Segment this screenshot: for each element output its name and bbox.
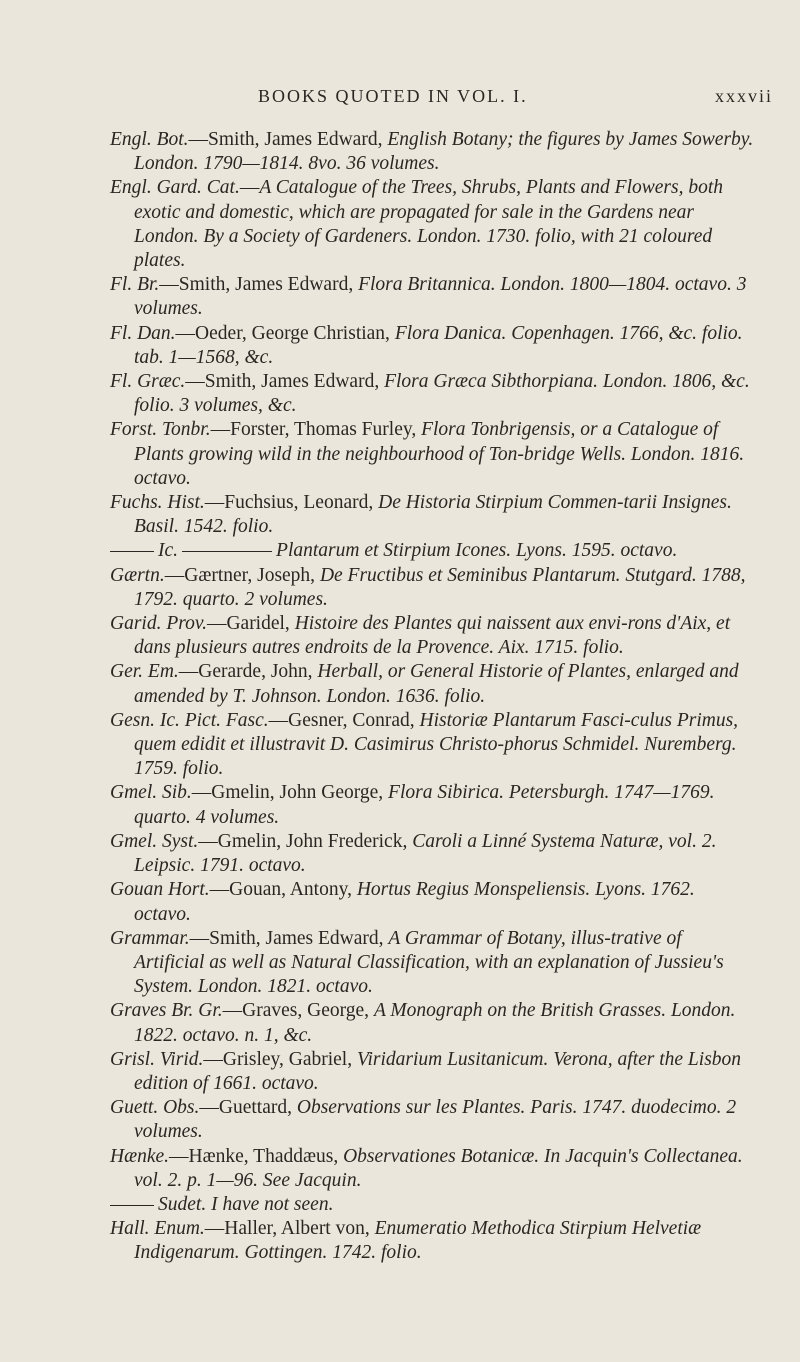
entry-title: Viridarium Lusitanicum. Verona, after the Lisbon edition of 1661. octavo.: [134, 1048, 742, 1094]
entry-abbreviation: Gesn. Ic. Pict. Fasc.: [110, 709, 269, 731]
entry-abbreviation: Garid. Prov.: [110, 613, 207, 635]
bibliography-entry: [0, 564, 800, 612]
bibliography-entry: [0, 612, 800, 660]
entry-abbreviation: Hænke.: [110, 1145, 170, 1167]
entry-title: Plantarum et Stirpium Icones. Lyons. 1595. octavo.: [276, 540, 678, 562]
entry-title: Flora Danica. Copenhagen. 1766, &c. folio. tab. 1—1568, &c.: [134, 322, 743, 368]
bibliography-entry: [0, 1217, 800, 1265]
entry-author: —: [239, 177, 260, 199]
entry-author: —Graves, George,: [222, 1000, 374, 1022]
bibliography-entry: [0, 830, 800, 878]
ditto-dash: [182, 551, 272, 552]
entry-author: —Smith, James Edward,: [159, 274, 359, 296]
entry-abbreviation: Sudet.: [158, 1193, 207, 1215]
entry-author: —Fuchsius, Leonard,: [204, 492, 379, 514]
entry-abbreviation: Gouan Hort.: [110, 879, 210, 901]
entry-title: I have not seen.: [211, 1193, 334, 1215]
entry-abbreviation: Fl. Br.: [110, 274, 160, 296]
entry-author: —Gærtner, Joseph,: [164, 564, 320, 586]
entry-abbreviation: Gærtn.: [110, 564, 165, 586]
entry-title: Flora Sibirica. Petersburgh. 1747—1769. quarto. 4 volumes.: [134, 782, 715, 828]
entry-abbreviation: Fl. Græc.: [110, 371, 186, 393]
bibliography-entry: [0, 128, 800, 176]
entry-abbreviation: Forst. Tonbr.: [110, 419, 211, 441]
entry-author: —Garidel,: [206, 613, 295, 635]
entry-abbreviation: Ic.: [158, 540, 179, 562]
entry-author: —Smith, James Edward,: [185, 371, 385, 393]
entry-abbreviation: Grammar.: [110, 927, 190, 949]
entry-author: —Gerarde, John,: [178, 661, 318, 683]
entry-abbreviation: Engl. Bot.: [110, 129, 189, 150]
entry-abbreviation: Fuchs. Hist.: [110, 492, 205, 514]
entry-abbreviation: Grisl. Virid.: [110, 1048, 204, 1070]
entry-title: Flora Britannica. London. 1800—1804. octavo. 3 volumes.: [134, 274, 747, 320]
bibliography-entry: [0, 418, 800, 491]
bibliography-entry: [0, 1145, 800, 1193]
ditto-dash: [110, 1205, 154, 1206]
bibliography-entry: [0, 781, 800, 829]
bibliography-entry: [0, 491, 800, 539]
entry-title: A Grammar of Botany, illus-trative of Artificial as well as Natural Classification, with an explanation of Jussieu's System. London. 1821. octavo.: [134, 927, 724, 998]
bibliography-entry: [0, 709, 800, 782]
entry-title: De Fructibus et Seminibus Plantarum. Stutgard. 1788, 1792. quarto. 2 volumes.: [134, 564, 746, 610]
entry-title: English Botany; the figures by James Sowerby. London. 1790—1814. 8vo. 36 volumes.: [134, 129, 754, 175]
bibliography-entry: [0, 273, 800, 321]
bibliography-entry: [0, 539, 800, 563]
bibliography-entry: [0, 1048, 800, 1096]
entry-title: Hortus Regius Monspeliensis. Lyons. 1762. octavo.: [134, 879, 695, 925]
entry-title: Flora Tonbrigensis, or a Catalogue of Plants growing wild in the neighbourhood of Ton-bridge Wells. London. 1816. octavo.: [134, 419, 745, 489]
entry-abbreviation: Gmel. Sib.: [110, 782, 192, 804]
bibliography-entry: [0, 1096, 800, 1144]
entry-abbreviation: Guett. Obs.: [110, 1097, 200, 1119]
entry-title: A Catalogue of the Trees, Shrubs, Plants and Flowers, both exotic and domestic, which are propagated for sale in the Gardens near London. By a Society of Gardeners. London. 1730. folio, with 21 coloured plates.: [134, 177, 724, 272]
entry-author: —Haller, Albert von,: [204, 1218, 375, 1240]
ditto-dash: [110, 551, 154, 552]
bibliography-entry: [0, 176, 800, 273]
entry-author: —Forster, Thomas Furley,: [210, 419, 422, 441]
entry-author: —Gesner, Conrad,: [268, 709, 420, 731]
entry-abbreviation: Fl. Dan.: [110, 322, 176, 344]
entry-title: Observations sur les Plantes. Paris. 1747. duodecimo. 2 volumes.: [134, 1097, 737, 1143]
page-number: xxxvii: [715, 86, 774, 106]
entry-title: De Historia Stirpium Commen-tarii Insignes. Basil. 1542. folio.: [134, 492, 732, 538]
entry-abbreviation: Hall. Enum.: [110, 1218, 205, 1240]
entry-author: —Gmelin, John Frederick,: [198, 830, 413, 852]
bibliography-entry: [0, 1193, 800, 1217]
entry-author: —Hænke, Thaddæus,: [169, 1145, 344, 1167]
entry-title: Historiæ Plantarum Fasci-culus Primus, quem edidit et illustravit D. Casimirus Christo-phorus Schmidel. Nuremberg. 1759. folio.: [134, 709, 739, 780]
entry-abbreviation: Graves Br. Gr.: [110, 1000, 223, 1022]
entry-title: Herball, or General Historie of Plantes, enlarged and amended by T. Johnson. London. 1636. folio.: [134, 661, 739, 707]
entry-author: —Gmelin, John George,: [191, 782, 389, 804]
entry-abbreviation: Engl. Gard. Cat.: [110, 177, 240, 199]
bibliography-entry: [0, 999, 800, 1047]
bibliography-entry: [0, 660, 800, 708]
entry-author: —Grisley, Gabriel,: [203, 1048, 357, 1070]
bibliography-entry: [0, 927, 800, 1000]
entry-author: —Smith, James Edward,: [188, 129, 388, 150]
entry-title: Caroli a Linné Systema Naturæ, vol. 2. Leipsic. 1791. octavo.: [134, 830, 717, 877]
entry-title: Enumeratio Methodica Stirpium Helvetiæ Indigenarum. Gottingen. 1742. folio.: [134, 1218, 702, 1264]
bibliography-entry: [0, 878, 800, 926]
entry-abbreviation: Gmel. Syst.: [110, 830, 199, 852]
bibliography-entry: [0, 370, 800, 418]
entry-author: —Smith, James Edward,: [189, 927, 389, 949]
running-title: BOOKS QUOTED IN VOL. I.: [258, 86, 528, 106]
entry-abbreviation: Ger. Em.: [110, 661, 179, 683]
entry-author: —Oeder, George Christian,: [175, 322, 395, 344]
entry-title: Observationes Botanicæ. In Jacquin's Collectanea. vol. 2. p. 1—96. See Jacquin.: [134, 1145, 743, 1191]
bibliography-entry: [0, 322, 800, 370]
entry-title: Histoire des Plantes qui naissent aux envi-rons d'Aix, et dans plusieurs autres endroits de la Provence. Aix. 1715. folio.: [134, 613, 731, 659]
entry-title: Flora Græca Sibthorpiana. London. 1806, &c. folio. 3 volumes, &c.: [134, 371, 750, 417]
bibliography-list: [0, 128, 800, 1266]
running-header: [0, 86, 800, 116]
entry-author: —Guettard,: [199, 1097, 297, 1119]
entry-title: A Monograph on the British Grasses. London. 1822. octavo. n. 1, &c.: [134, 1000, 736, 1046]
entry-author: —Gouan, Antony,: [209, 879, 357, 901]
